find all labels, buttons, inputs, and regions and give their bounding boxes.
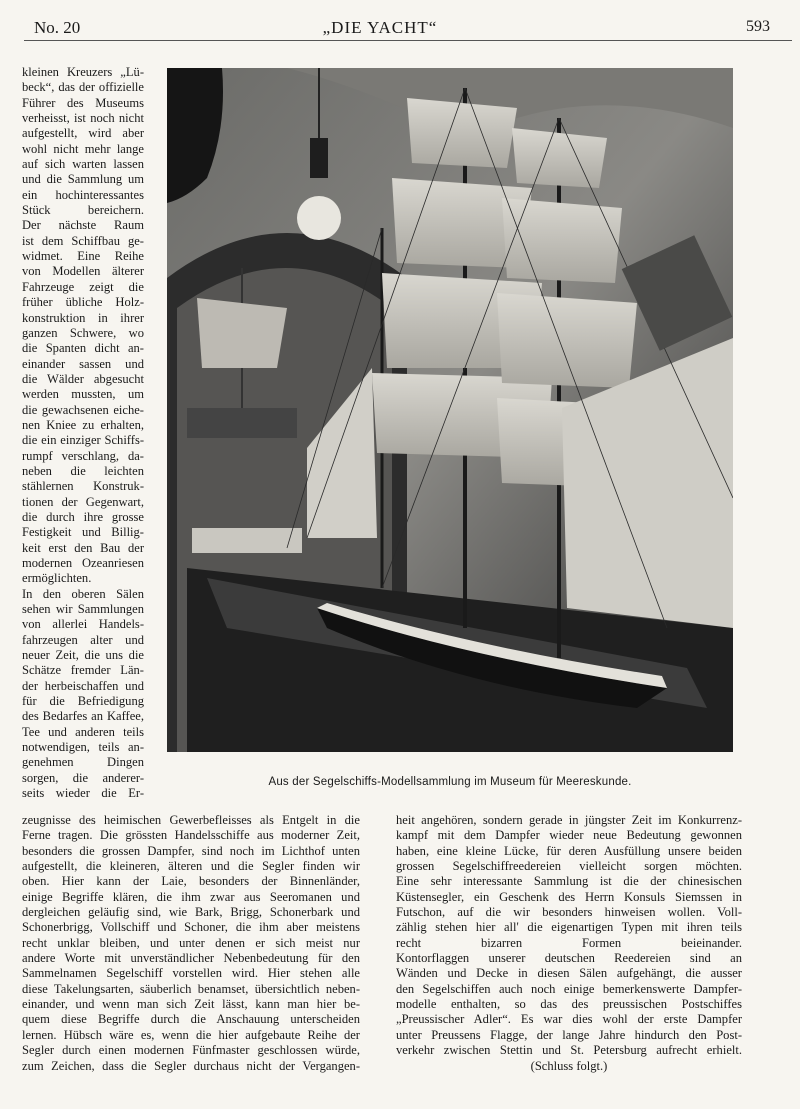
text-line: den Segelschiffen auch noch einige bemerkenswerte Dampfer-: [396, 981, 742, 996]
text-line: Schätze fremder Län-: [22, 663, 144, 678]
text-line: neben die leichten: [22, 463, 144, 478]
text-column-left: [22, 65, 144, 802]
text-line: fahrzeugen alter und: [22, 632, 144, 647]
text-line: des Bedarfes an Kaffee,: [22, 709, 144, 724]
text-line: einander sassen und: [22, 356, 144, 371]
text-line: keit erst den Bau der: [22, 540, 144, 555]
text-line: lernen. Hübsch wäre es, wenn die hier aufgebaute Reihe der: [22, 1027, 360, 1042]
text-line: Fahrzeuge zeigt die: [22, 279, 144, 294]
text-line: grossen Segelschiffreedereien vielleicht sorgen möchten.: [396, 859, 742, 874]
text-column-lower-right: [396, 813, 742, 1074]
text-line: von Modellen älterer: [22, 264, 144, 279]
text-line: recht unklar bleiben, und unter denen er sich meist nur: [22, 935, 360, 950]
text-line: „Preussischer Adler“. Es war dies wohl der erste Dampfer: [396, 1012, 742, 1027]
text-line: aufgestellt, wird aber: [22, 126, 144, 141]
text-line: die gewachsenen eiche-: [22, 402, 144, 417]
text-line: Führer des Museums: [22, 95, 144, 110]
text-line: beck“, das der offizielle: [22, 80, 144, 95]
text-line: zählig stehen hier all' die eigenartigen Typen mit ihren teils: [396, 920, 742, 935]
text-line: einige Begriffe klären, die ihm zwar aus Seeromanen und: [22, 889, 360, 904]
text-line: kleinen Kreuzers „Lü-: [22, 65, 144, 79]
text-line: modernen Ozeanriesen: [22, 556, 144, 570]
text-line: tionen der Gegenwart,: [22, 494, 144, 509]
text-line: wohl nicht mehr lange: [22, 141, 144, 156]
journal-title: „DIE YACHT“: [322, 18, 438, 37]
ship-model-photo: [167, 68, 733, 752]
text-line: die Spanten dicht an-: [22, 341, 144, 356]
text-line: verheisst, ist noch nicht: [22, 111, 144, 126]
text-line: Küstensegler, ein Geschenk des Herrn Konsuls Siemssen in: [396, 889, 742, 904]
text-line: auf sich warten lassen: [22, 157, 144, 172]
text-line: sehen wir Sammlungen: [22, 602, 144, 617]
text-line: Stück bereichern.: [22, 203, 144, 218]
text-line: zum Zeichen, dass die Segler durchaus nicht der Vergangen-: [22, 1058, 360, 1073]
text-line: nen Kniee zu erhalten,: [22, 417, 144, 432]
text-line: diese Takelungsarten, säuberlich benamset, übersichtlich neben-: [22, 981, 360, 996]
text-line: früher übliche Holz-: [22, 295, 144, 310]
text-line: einander, und wenn man sich Zeit lässt, kann man hier be-: [22, 997, 360, 1012]
text-line: Segler durch einen modernen Fünfmaster geschlossen würde,: [22, 1043, 360, 1058]
text-line: dergleichen geläufig sind, wie Bark, Brigg, Schonerbark und: [22, 905, 360, 920]
text-line: Wänden und Decke in diesen Sälen aufgehängt, die ausser: [396, 966, 742, 981]
text-line: sorgen, die anderer-: [22, 770, 144, 785]
text-line: (Schluss folgt.): [530, 1058, 608, 1073]
text-line: Schonerbrigg, Vollschiff und Schoner, die ihm aber meistens: [22, 920, 360, 935]
text-line: Festigkeit und Billig-: [22, 525, 144, 540]
text-line: verkehr zwischen Stettin und St. Petersburg aufrecht erhielt.: [396, 1043, 742, 1058]
issue-number: No. 20: [34, 18, 81, 37]
text-line: Tee und anderen teils: [22, 724, 144, 739]
text-line: werden mussten, um: [22, 387, 144, 402]
text-line: stählernen Konstruk-: [22, 479, 144, 494]
text-line: Sammelnamen Segelschiff vorstellen wird. Hier stehen alle: [22, 966, 360, 981]
text-line: heit angehören, sondern gerade in jüngster Zeit im Konkurrenz-: [396, 813, 742, 827]
text-line: andere Worte mit unverständlicher Nebenbedeutung für den: [22, 951, 360, 966]
text-line: haben, eine kleine Lücke, für deren Ausfüllung unsere beiden: [396, 843, 742, 858]
text-line: oben. Hier kann der Laie, besonders der Binnenländer,: [22, 874, 360, 889]
text-line: die Wälder abgesucht: [22, 371, 144, 386]
text-line: seits wieder die Er-: [22, 786, 144, 801]
text-line: widmet. Eine Reihe: [22, 249, 144, 264]
header-rule: [24, 40, 792, 41]
text-line: ist dem Schiffbau ge-: [22, 233, 144, 248]
text-column-lower-left: [22, 813, 360, 1074]
text-line: zeugnisse des heimischen Gewerbefleisses als Entgelt in die: [22, 813, 360, 827]
text-line: unter Preussens Flagge, der lange Jahre hindurch den Post-: [396, 1027, 742, 1042]
text-line: Kontorflaggen unserer deutschen Reedereien sind an: [396, 951, 742, 966]
text-line: notwendigen, teils an-: [22, 740, 144, 755]
text-line: genehmen Dingen: [22, 755, 144, 770]
text-line: die ein einziger Schiffs-: [22, 433, 144, 448]
text-line: neuer Zeit, die uns die: [22, 648, 144, 663]
text-line: von allerlei Handels-: [22, 617, 144, 632]
text-line: rumpf verschlang, da-: [22, 448, 144, 463]
text-line: Der nächste Raum: [22, 218, 144, 233]
text-line: konstruktion in ihrer: [22, 310, 144, 325]
figure-caption: Aus der Segelschiffs-Modellsammlung im Museum für Meereskunde.: [268, 776, 632, 788]
ship-model-illustration: [167, 68, 733, 752]
text-line: besonders die grossen Dampfer, sind noch im Lichthof unten: [22, 843, 360, 858]
text-line: modelle enthalten, so das des preussischen Postschiffes: [396, 997, 742, 1012]
text-line: quem diese Begriffe durch die Anschauung unterscheiden: [22, 1012, 360, 1027]
text-line: recht bizarren Formen beieinander.: [396, 935, 742, 950]
text-line: Futschon, auf die wir besonders hinweisen wollen. Voll-: [396, 905, 742, 920]
text-line: Eine sehr interessante Sammlung ist die der chinesischen: [396, 874, 742, 889]
text-line: ermöglichten.: [22, 571, 92, 586]
page-number: 593: [746, 18, 770, 35]
text-line: ganzen Schwere, wo: [22, 325, 144, 340]
text-line: In den oberen Sälen: [22, 586, 144, 601]
text-line: der herbeischaffen und: [22, 678, 144, 693]
text-line: kampf mit dem Dampfer wieder neue Bedeutung gewonnen: [396, 828, 742, 843]
text-line: Ferne tragen. Die grössten Handelsschiffe aus moderner Zeit,: [22, 828, 360, 843]
text-line: und die Sammlung um: [22, 172, 144, 187]
text-line: aufgestellt, die kleineren, älteren und die Segler finden wir: [22, 859, 360, 874]
text-line: die durch ihre grosse: [22, 509, 144, 524]
text-line: ein hochinteressantes: [22, 187, 144, 202]
text-line: für die Befriedigung: [22, 694, 144, 709]
